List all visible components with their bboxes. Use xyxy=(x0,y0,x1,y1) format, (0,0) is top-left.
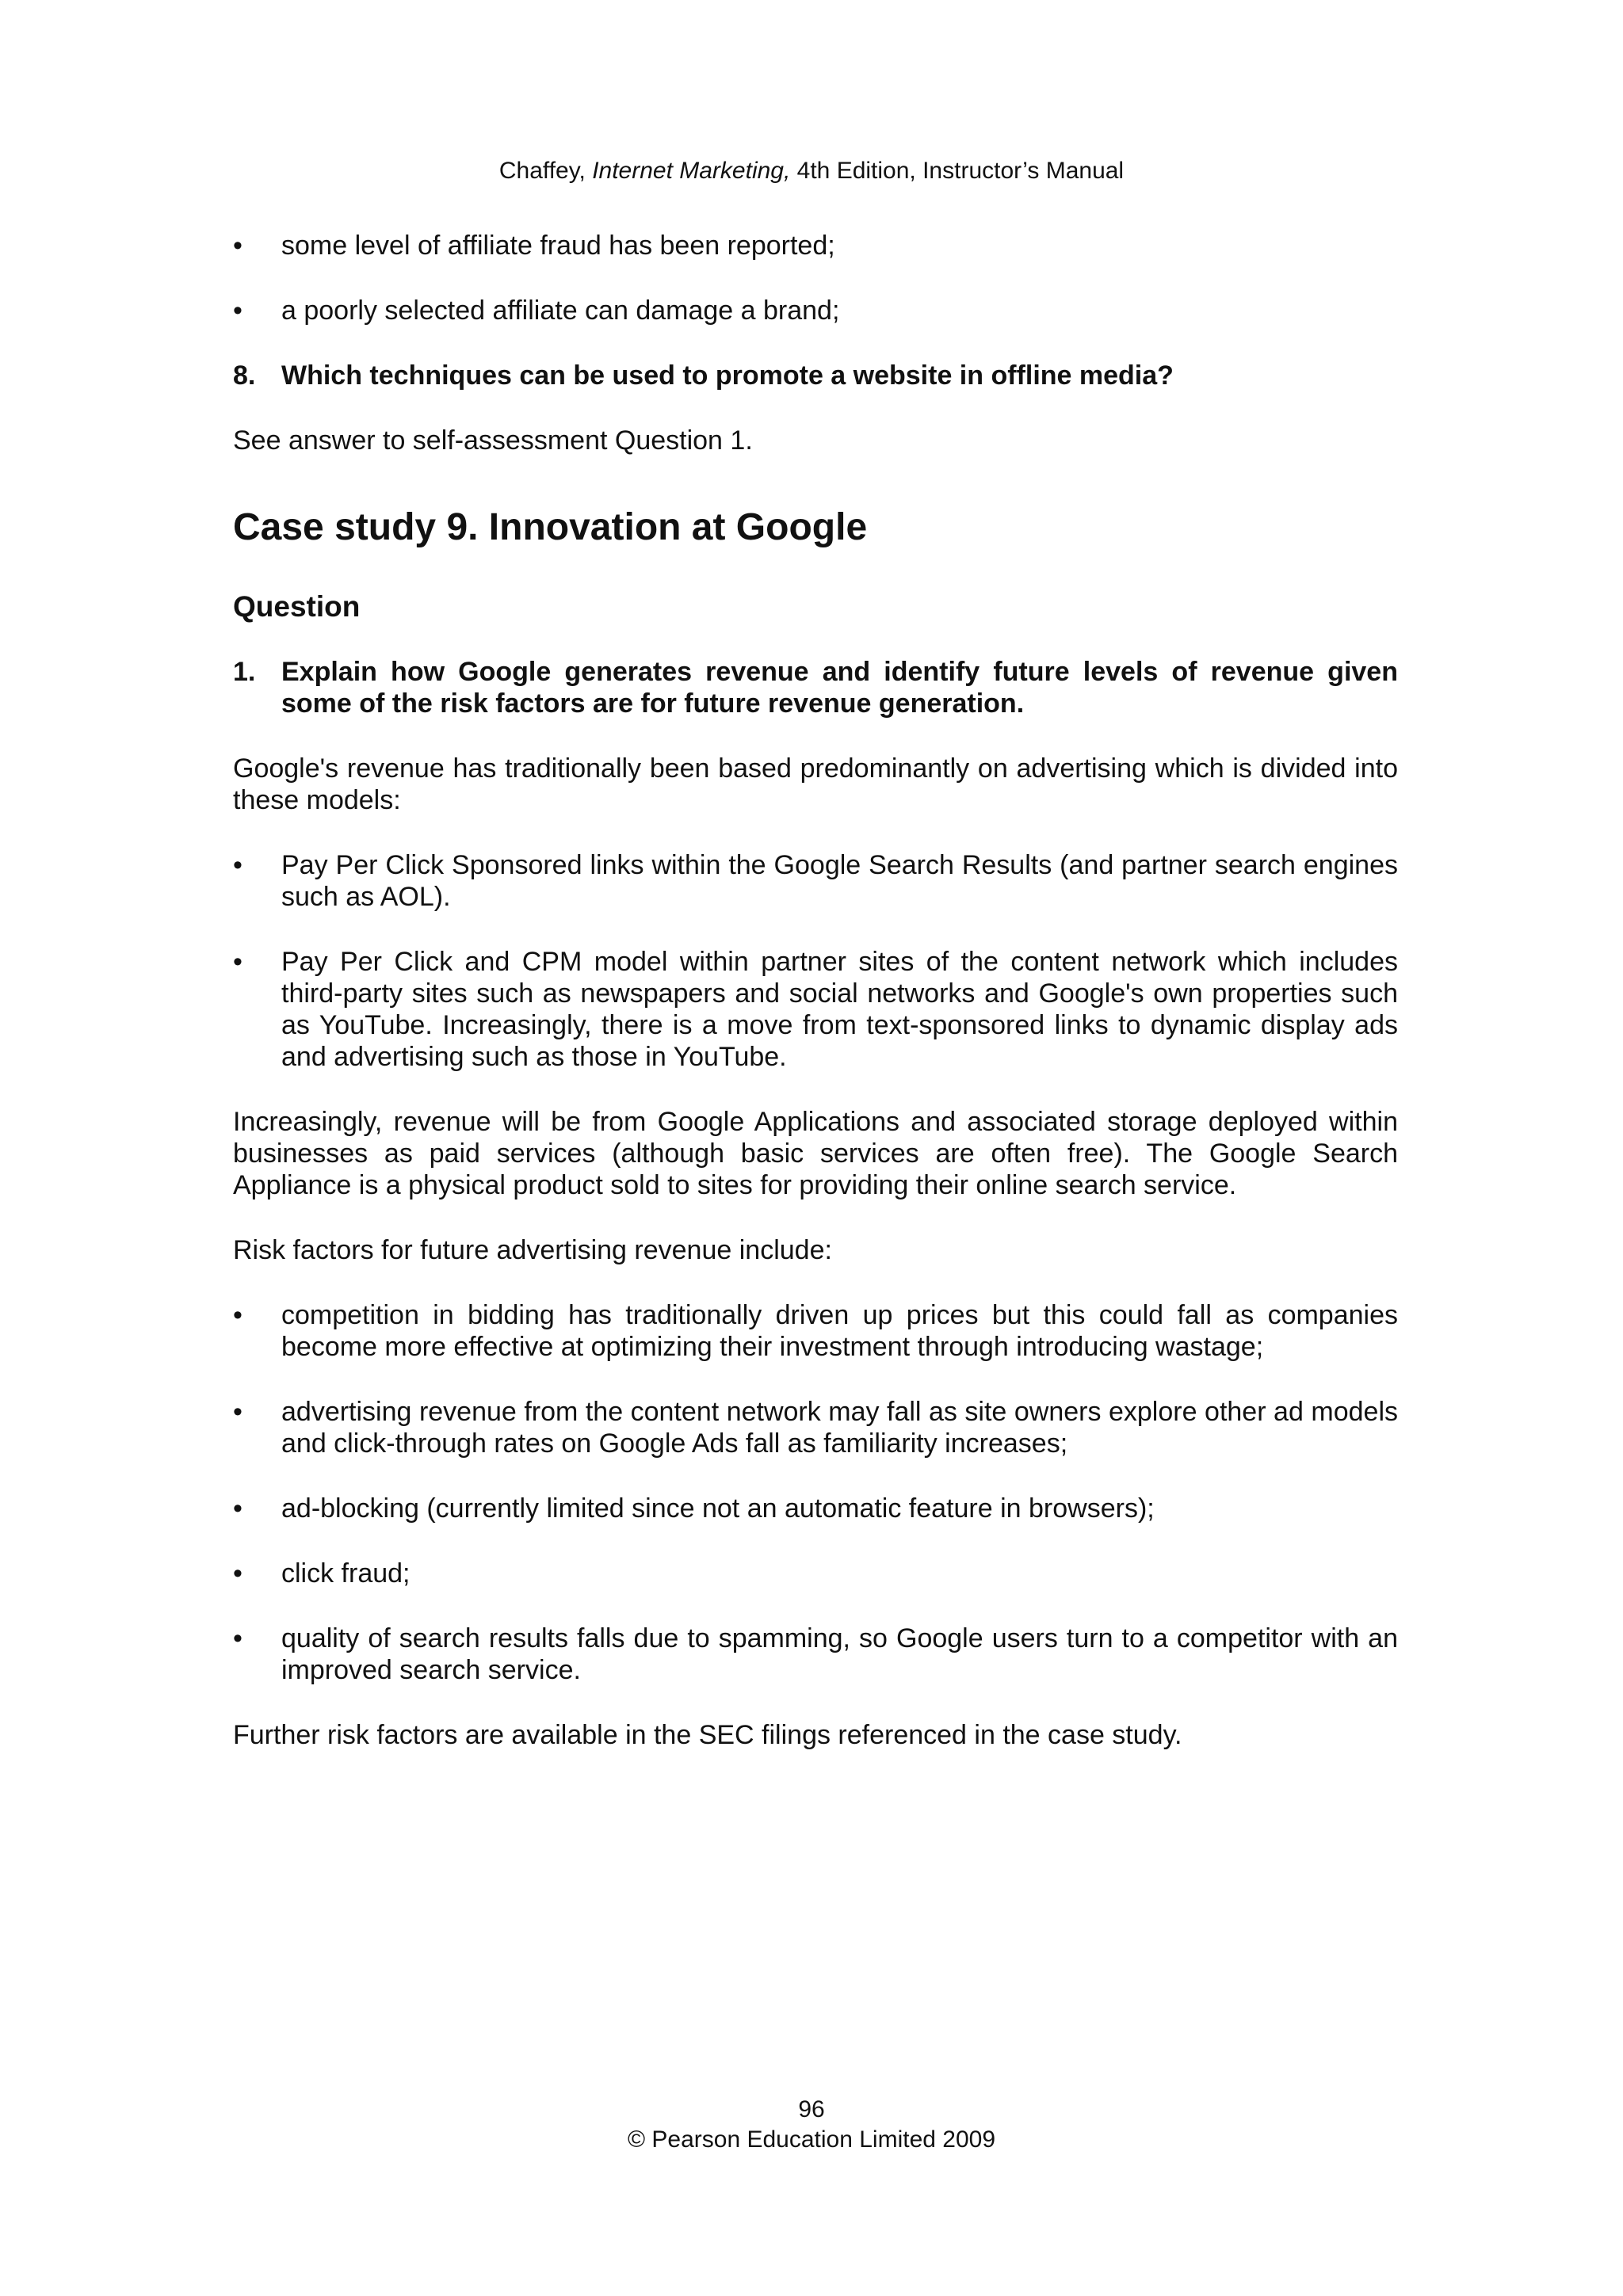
question-8 xyxy=(233,360,1398,391)
question-1 xyxy=(233,656,1398,719)
bullet-icon: • xyxy=(233,1397,242,1427)
case-study-title: Case study 9. Innovation at Google xyxy=(233,506,868,548)
bullet-icon: • xyxy=(233,850,242,880)
header-book-title: Internet Marketing, xyxy=(592,158,791,184)
bullet-text: Pay Per Click and CPM model within partner sites of the content network which includes third-party sites such as newspapers and social networks and Google's own properties such as YouTube. Increasingly, there is a move from text-sponsored links to dynamic display ads and advertising such as those in YouTube. xyxy=(281,947,1398,1072)
list-item xyxy=(233,946,1398,1073)
running-header xyxy=(0,155,1623,187)
list-item xyxy=(233,1558,1398,1589)
question-text: Which techniques can be used to promote a website in offline media? xyxy=(281,360,1174,391)
revenue-intro-paragraph: Google's revenue has traditionally been based predominantly on advertising which is divided into these models: xyxy=(233,753,1398,815)
bullet-text: a poorly selected affiliate can damage a brand; xyxy=(281,296,840,326)
question-number: 1. xyxy=(233,657,256,687)
bullet-icon: • xyxy=(233,1558,242,1589)
bullet-icon: • xyxy=(233,296,242,326)
bullet-text: Pay Per Click Sponsored links within the Google Search Results (and partner search engines such as AOL). xyxy=(281,850,1398,912)
risk-intro-paragraph: Risk factors for future advertising revenue include: xyxy=(233,1235,832,1265)
bullet-text: ad-blocking (currently limited since not an automatic feature in browsers); xyxy=(281,1493,1155,1524)
bullet-icon: • xyxy=(233,1493,242,1524)
question-number: 8. xyxy=(233,360,256,391)
list-item xyxy=(233,849,1398,913)
bullet-text: competition in bidding has traditionally driven up prices but this could fall as companies become more effective at optimizing their investment through introducing wastage; xyxy=(281,1300,1398,1362)
closing-paragraph: Further risk factors are available in the SEC filings referenced in the case study. xyxy=(233,1720,1182,1750)
header-author: Chaffey, xyxy=(498,158,586,184)
list-item xyxy=(233,1299,1398,1363)
bullet-text: click fraud; xyxy=(281,1558,411,1589)
bullet-icon: • xyxy=(233,1300,242,1330)
bullet-text: quality of search results falls due to spamming, so Google users turn to a competitor with an improved search service. xyxy=(281,1623,1398,1685)
bullet-icon: • xyxy=(233,947,242,977)
copyright-notice: © Pearson Education Limited 2009 xyxy=(627,2126,996,2153)
page-number: 96 xyxy=(798,2096,825,2122)
bullet-text: some level of affiliate fraud has been reported; xyxy=(281,231,835,261)
bullet-icon: • xyxy=(233,1623,242,1653)
header-edition: 4th Edition, Instructor’s Manual xyxy=(796,158,1125,184)
answer-paragraph: See answer to self-assessment Question 1. xyxy=(233,425,753,456)
list-item xyxy=(233,295,1398,326)
list-item xyxy=(233,1396,1398,1459)
bullet-text: advertising revenue from the content network may fall as site owners explore other ad models and click-through rates on Google Ads fall as familiarity increases; xyxy=(281,1397,1398,1459)
list-item xyxy=(233,230,1398,261)
bullet-icon: • xyxy=(233,231,242,261)
question-text: Explain how Google generates revenue and identify future levels of revenue given some of the risk factors are for future revenue generation. xyxy=(281,657,1398,719)
section-heading: Question xyxy=(233,590,361,623)
list-item xyxy=(233,1623,1398,1686)
page-content xyxy=(233,230,1398,1751)
applications-paragraph: Increasingly, revenue will be from Google Applications and associated storage deployed within businesses as paid services (although basic services are often free). The Google Search Appliance is a physical product sold to sites for providing their online search service. xyxy=(233,1107,1398,1200)
list-item xyxy=(233,1493,1398,1524)
